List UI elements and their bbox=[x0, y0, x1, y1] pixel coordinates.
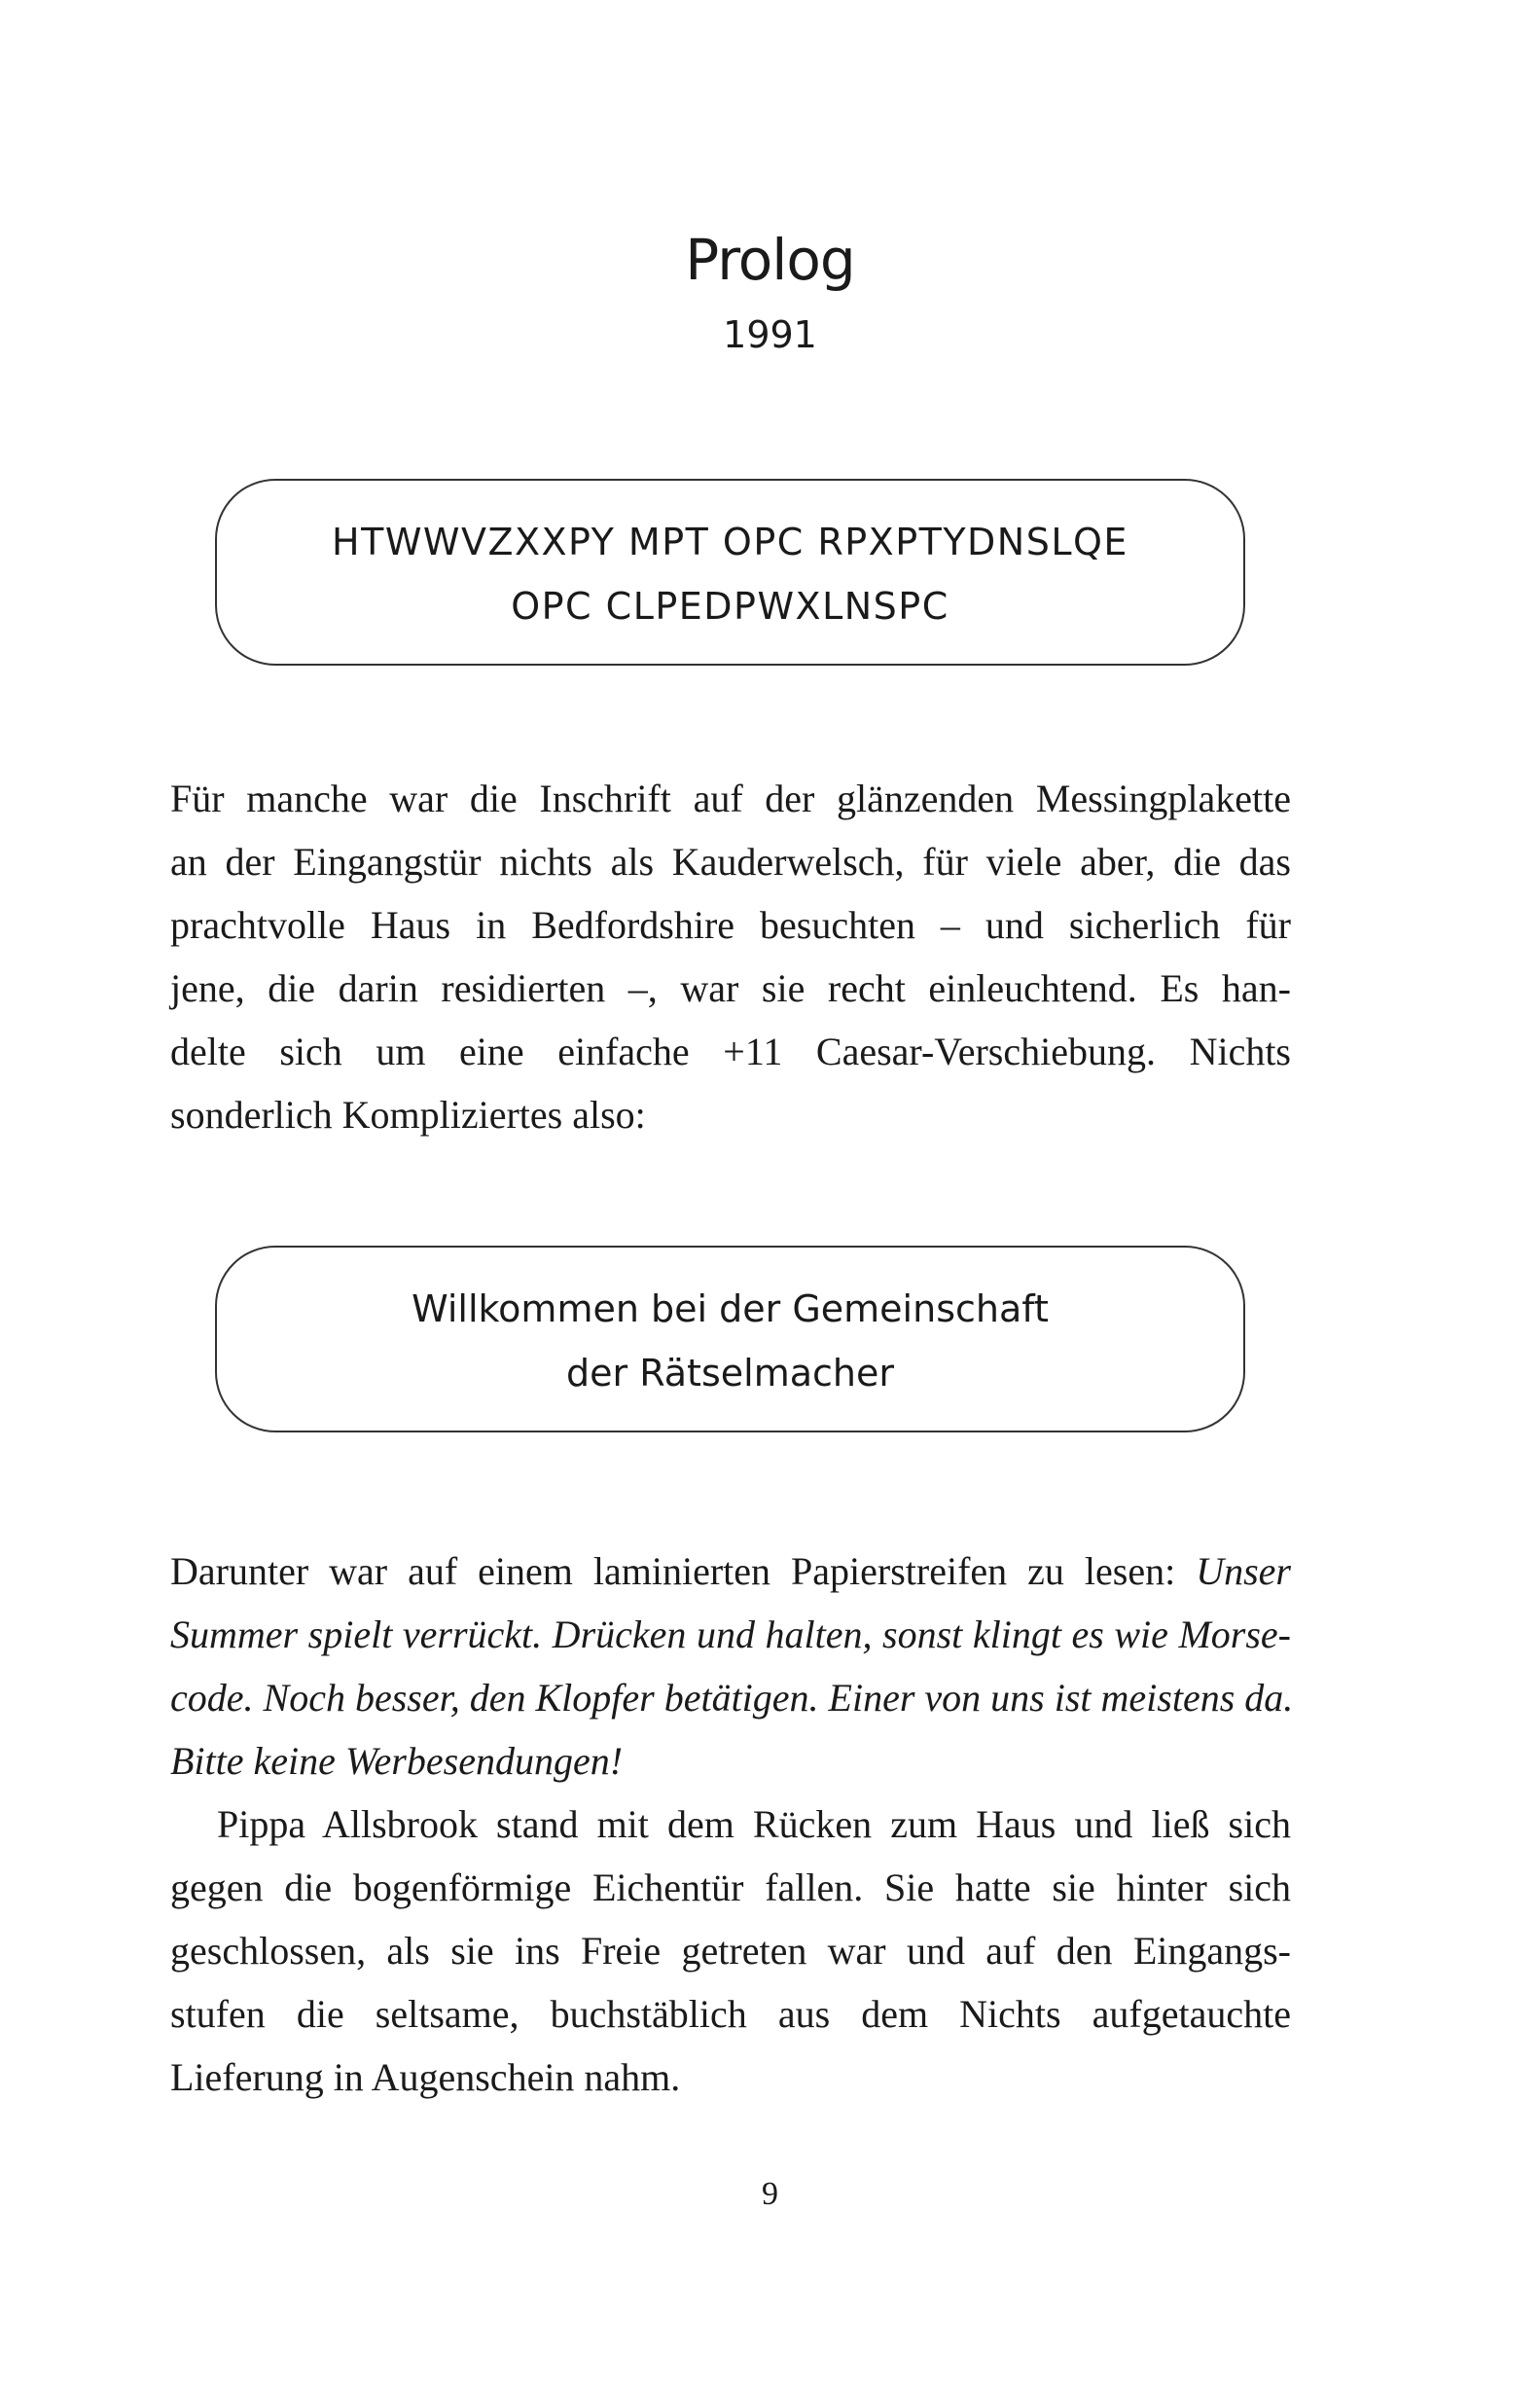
text-line: delte sich um eine einfache +11 Caesar-Verschiebung. Nichts bbox=[170, 1030, 1291, 1073]
cipher-plaque bbox=[215, 479, 1245, 666]
text-line-italic: Bitte keine Werbesendungen! bbox=[170, 1739, 624, 1783]
text-line: an der Eingangstür nichts als Kauderwelsch, für viele aber, die das bbox=[170, 840, 1291, 884]
text-line: Lieferung in Augenschein nahm. bbox=[170, 2055, 681, 2099]
chapter-title: Prolog bbox=[685, 227, 855, 293]
text-line-italic: code. Noch besser, den Klopfer betätigen. Einer von uns ist meistens da. bbox=[170, 1676, 1294, 1720]
decoded-line: Willkommen bei der Gemeinschaft bbox=[412, 1287, 1049, 1330]
text-line: sonderlich Kompliziertes also: bbox=[170, 1093, 646, 1137]
text-line: stufen die seltsame, buchstäblich aus dem Nichts aufgetauchte bbox=[170, 1992, 1291, 2036]
cipher-line: OPC CLPEDPWXLNSPC bbox=[511, 585, 949, 628]
cipher-line: HTWWVZXXPY MPT OPC RPXPTYDNSLQE bbox=[332, 521, 1128, 563]
text-line: Für manche war die Inschrift auf der glänzenden Messingplakette bbox=[170, 777, 1291, 820]
decoded-line: der Rätselmacher bbox=[566, 1352, 894, 1395]
text-line: Pippa Allsbrook stand mit dem Rücken zum Haus und ließ sich bbox=[217, 1802, 1291, 1846]
text-line: prachtvolle Haus in Bedfordshire besuchten – und sicherlich für bbox=[170, 903, 1291, 947]
text-italic: Unser bbox=[1196, 1549, 1291, 1593]
text-line: geschlossen, als sie ins Freie getreten war und auf den Eingangs- bbox=[170, 1929, 1291, 1973]
text-line: gegen die bogenförmige Eichentür fallen. Sie hatte sie hinter sich bbox=[170, 1866, 1291, 1909]
paragraph-inscription bbox=[170, 767, 1291, 1146]
paragraph-pippa bbox=[170, 1793, 1291, 2109]
page-number: 9 bbox=[762, 2176, 778, 2212]
text-line bbox=[170, 1540, 1291, 1603]
chapter-year: 1991 bbox=[723, 313, 817, 356]
decoded-plaque bbox=[215, 1246, 1245, 1432]
text-line-italic: Summer spielt verrückt. Drücken und halten, sonst klingt es wie Morse- bbox=[170, 1612, 1291, 1656]
text-line: jene, die darin residierten –, war sie recht einleuchtend. Es han- bbox=[170, 966, 1291, 1010]
text-regular: Darunter war auf einem laminierten Papierstreifen zu lesen: bbox=[170, 1549, 1197, 1593]
paragraph-paper-strip bbox=[170, 1540, 1294, 1793]
